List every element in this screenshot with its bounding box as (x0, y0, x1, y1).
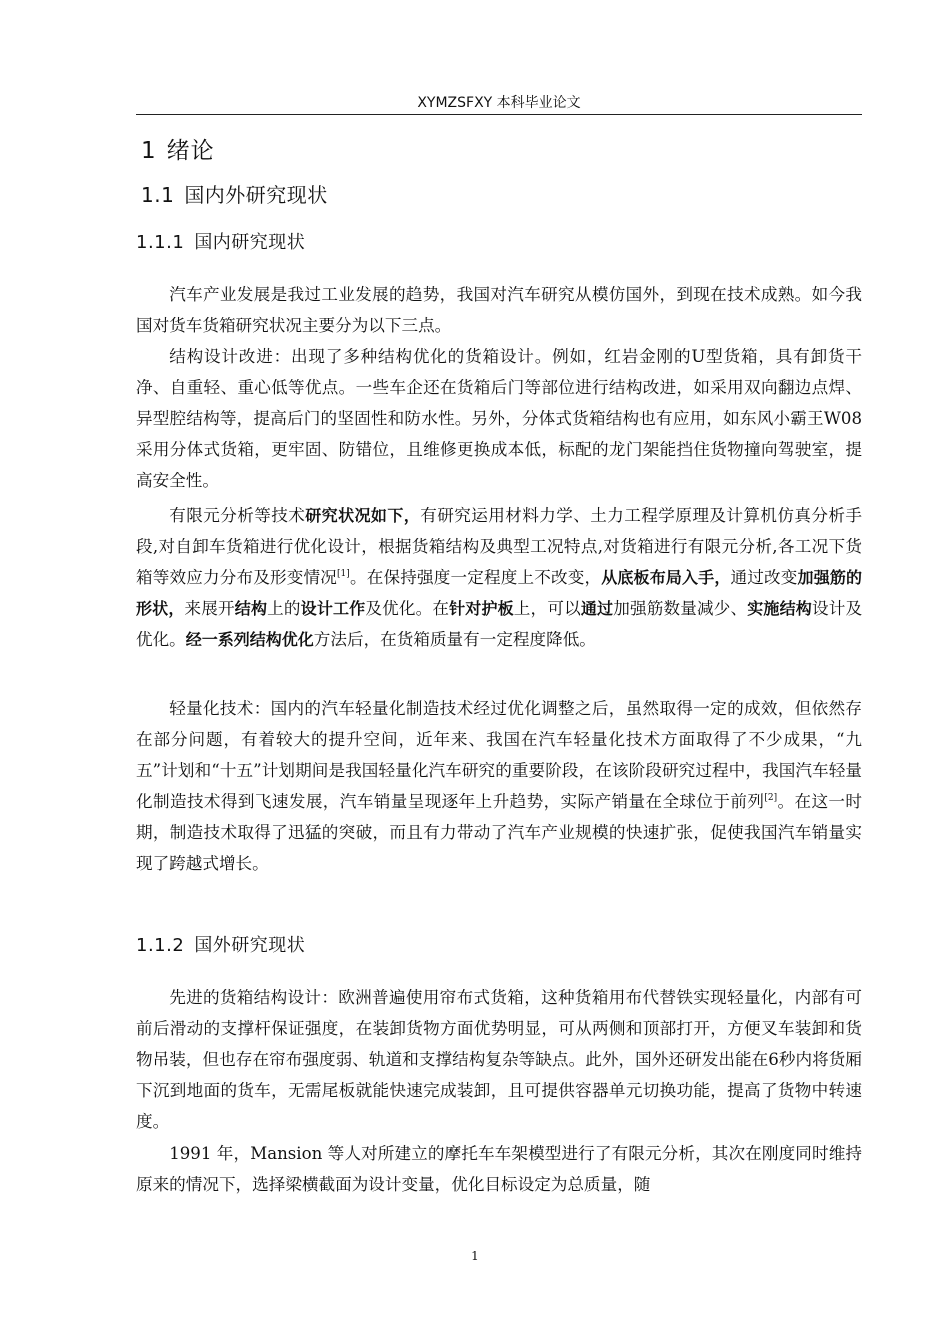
text-run: 加强筋数量减少、 (613, 599, 748, 618)
citation-ref: [2] (764, 793, 778, 803)
text-run: 来展开 (184, 599, 235, 618)
header-rule (136, 114, 862, 115)
bold-run: 研究状况如下， (305, 506, 421, 525)
bold-run: 加强筋的形状， (136, 568, 863, 618)
bold-run: 通过 (580, 599, 614, 618)
paragraph-domestic-intro: 汽车产业发展是我过工业发展的趋势，我国对汽车研究从模仿国外，到现在技术成熟。如今我国对货车货箱研究状况主要分为以下三点。 (136, 285, 862, 335)
text-run: 上的 (267, 599, 301, 618)
subsection-number: 1.1.1 (136, 232, 185, 253)
chapter-heading (141, 136, 215, 166)
bold-run: 针对护板 (449, 599, 514, 618)
subsection-number: 1.1.2 (136, 935, 185, 956)
bold-run: 结构 (234, 599, 268, 618)
text-run: 。在保持强度一定程度上不改变， (349, 568, 602, 587)
bold-run: 设计工作 (300, 599, 366, 618)
section-heading (141, 181, 328, 209)
citation-ref: [1] (337, 569, 350, 579)
subsection-title: 国内研究现状 (194, 232, 306, 253)
bold-run: 经一系列结构优化 (185, 630, 314, 649)
paragraph-structure-design: 结构设计改进：出现了多种结构优化的货箱设计。例如，红岩金刚的U型货箱，具有卸货干净、自重轻、重心低等优点。一些车企还在货箱后门等部位进行结构改进，如采用双向翻边点焊、异型腔结构等，提高后门的坚固性和防水性。另外，分体式货箱结构也有应用，如东风小霸王W08采用分体式货箱，更牢固、防错位，且维修更换成本低，标配的龙门架能挡住货物撞向驾驶室，提高安全性。 (136, 347, 862, 490)
text-run: 有限元分析等技术 (169, 506, 306, 525)
paragraph-lightweight (136, 693, 862, 879)
paragraph-foreign-design: 先进的货箱结构设计：欧洲普遍使用帘布式货箱，这种货箱用布代替铁实现轻量化，内部有可前后滑动的支撑杆保证强度，在装卸货物方面优势明显，可从两侧和顶部打开，方便叉车装卸和货物吊装，但也存在帘布强度弱、轨道和支撑结构复杂等缺点。此外，国外还研发出能在6秒内将货厢下沉到地面的货车，无需尾板就能快速完成装卸，且可提供容器单元切换功能，提高了货物中转速度。 (136, 988, 862, 1131)
text-run: 有研究运用材料力学、土力工程学原理及计算机仿真分析手段,对自卸车货箱进行优化设计，根据货箱结构及典型工况特点,对货箱进行有限元分析,各工况下货箱等效应力分布及形变情况 (136, 506, 863, 587)
section-number: 1.1 (141, 183, 175, 207)
section-title: 国内外研究现状 (184, 183, 328, 207)
text-run: 方法后，在货箱质量有一定程度降低。 (313, 630, 596, 649)
chapter-number: 1 (141, 138, 157, 164)
bold-run: 实施结构 (747, 599, 812, 618)
bold-run: 从底板布局入手， (601, 568, 731, 587)
text-run: 轻量化技术：国内的汽车轻量化制造技术经过优化调整之后，虽然取得一定的成效，但依然存在部分问题，有着较大的提升空间，近年来、我国在汽车轻量化技术方面取得了不少成果，“九五”计划和“十五”计划期间是我国轻量化汽车研究的重要阶段，在该阶段研究过程中，我国汽车轻量化制造技术得到飞速发展，汽车销量呈现逐年上升趋势，实际产销量在全球位于前列 (136, 699, 862, 811)
subsection-heading-domestic (136, 230, 305, 256)
chapter-title: 绪论 (166, 138, 215, 164)
text-run: 通过改变 (730, 568, 798, 587)
text-run: 设计及优化。 (136, 599, 863, 649)
paragraph-fea (136, 500, 862, 655)
paragraph-foreign-mansion: 1991 年，Mansion 等人对所建立的摩托车车架模型进行了有限元分析，其次在刚度同时维持原来的情况下，选择梁横截面为设计变量，优化目标设定为总质量，随 (136, 1144, 862, 1194)
text-run: 上，可以 (513, 599, 581, 618)
running-header: XYMZSFXY 本科毕业论文 (417, 95, 581, 111)
subsection-heading-foreign (136, 933, 305, 959)
page-number: 1 (471, 1249, 479, 1263)
subsection-title: 国外研究现状 (194, 935, 306, 956)
text-run: 。在这一时期，制造技术取得了迅猛的突破，而且有力带动了汽车产业规模的快速扩张，促使我国汽车销量实现了跨越式增长。 (136, 792, 863, 873)
text-run: 及优化。在 (365, 599, 450, 618)
